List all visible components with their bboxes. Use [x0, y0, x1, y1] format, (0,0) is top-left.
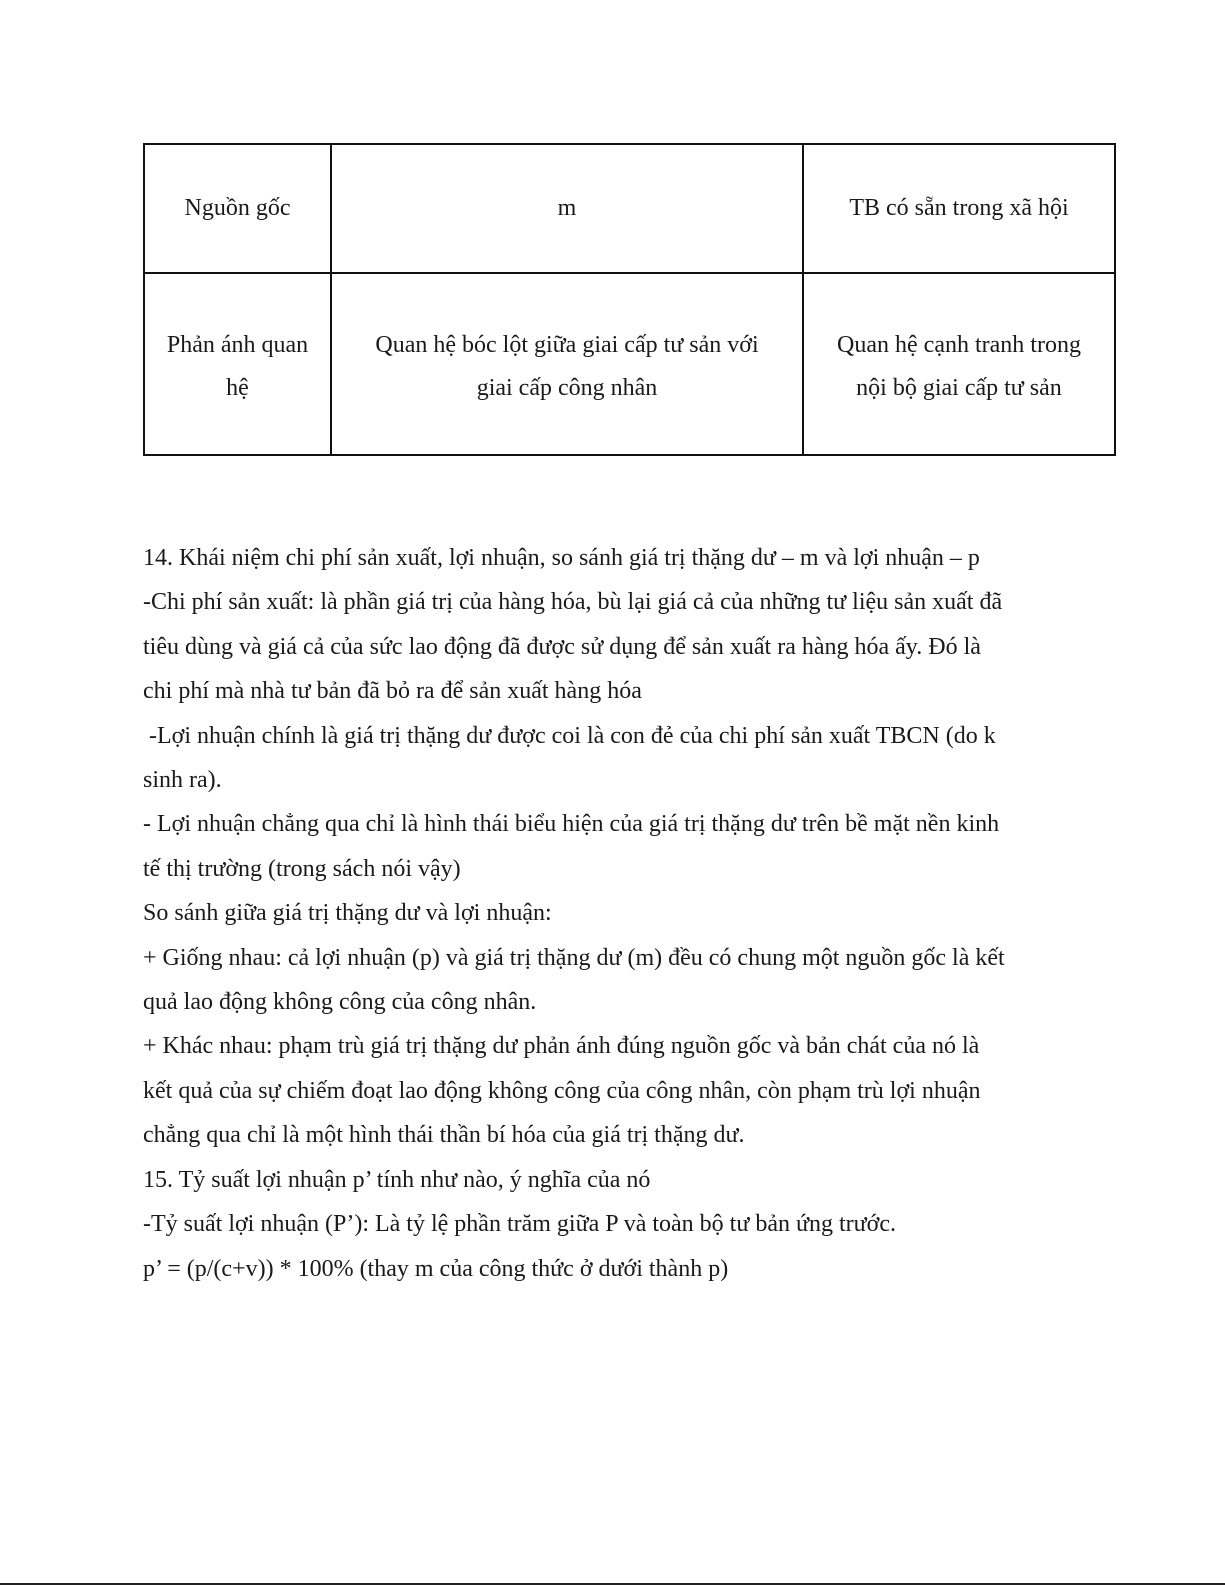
formula-line: p’ = (p/(c+v)) * 100% (thay m của công thức ở dưới thành p)	[143, 1255, 729, 1282]
table-row	[144, 144, 1115, 273]
text-line: chi phí mà nhà tư bản đã bỏ ra để sản xuất hàng hóa	[143, 678, 642, 705]
text-line: - Lợi nhuận chẳng qua chỉ là hình thái biểu hiện của giá trị thặng dư trên bề mặt nền kinh	[143, 811, 1000, 838]
text-line: -Tỷ suất lợi nhuận (P’): Là tỷ lệ phần trăm giữa P và toàn bộ tư bản ứng trước.	[143, 1211, 897, 1238]
text-line: So sánh giữa giá trị thặng dư và lợi nhuận:	[143, 900, 552, 927]
text-line: quả lao động không công của công nhân.	[143, 989, 537, 1016]
text-line: tiêu dùng và giá cả của sức lao động đã được sử dụng để sản xuất ra hàng hóa ấy. Đó là	[143, 633, 981, 660]
document-body	[143, 536, 1083, 1291]
text-line: sinh ra).	[143, 767, 222, 794]
table-cell: TB có sẵn trong xã hội	[803, 144, 1115, 273]
text-line: kết quả của sự chiếm đoạt lao động không công của công nhân, còn phạm trù lợi nhuận	[143, 1077, 981, 1104]
heading-14: 14. Khái niệm chi phí sản xuất, lợi nhuận, so sánh giá trị thặng dư – m và lợi nhuận – p	[143, 545, 980, 571]
text-line: chẳng qua chỉ là một hình thái thần bí hóa của giá trị thặng dư.	[143, 1122, 745, 1149]
heading-15: 15. Tỷ suất lợi nhuận p’ tính như nào, ý nghĩa của nó	[143, 1166, 651, 1193]
text-line: -Lợi nhuận chính là giá trị thặng dư được coi là con đẻ của chi phí sản xuất TBCN (do k	[143, 722, 996, 749]
table-row	[144, 273, 1115, 455]
table-cell: m	[331, 144, 803, 273]
comparison-table	[143, 143, 1116, 456]
table-cell: Quan hệ cạnh tranh trong nội bộ giai cấp tư sản	[803, 273, 1115, 455]
table-cell-label: Phản ánh quan hệ	[144, 273, 331, 455]
text-line: -Chi phí sản xuất: là phần giá trị của hàng hóa, bù lại giá cả của những tư liệu sản xuất đã	[143, 589, 1003, 616]
table-cell-label: Nguồn gốc	[144, 144, 331, 273]
text-line: + Khác nhau: phạm trù giá trị thặng dư phản ánh đúng nguồn gốc và bản chát của nó là	[143, 1033, 980, 1060]
table-cell: Quan hệ bóc lột giữa giai cấp tư sản với giai cấp công nhân	[331, 273, 803, 455]
text-line: + Giống nhau: cả lợi nhuận (p) và giá trị thặng dư (m) đều có chung một nguồn gốc là kết	[143, 944, 1005, 971]
text-line: tế thị trường (trong sách nói vậy)	[143, 855, 461, 882]
